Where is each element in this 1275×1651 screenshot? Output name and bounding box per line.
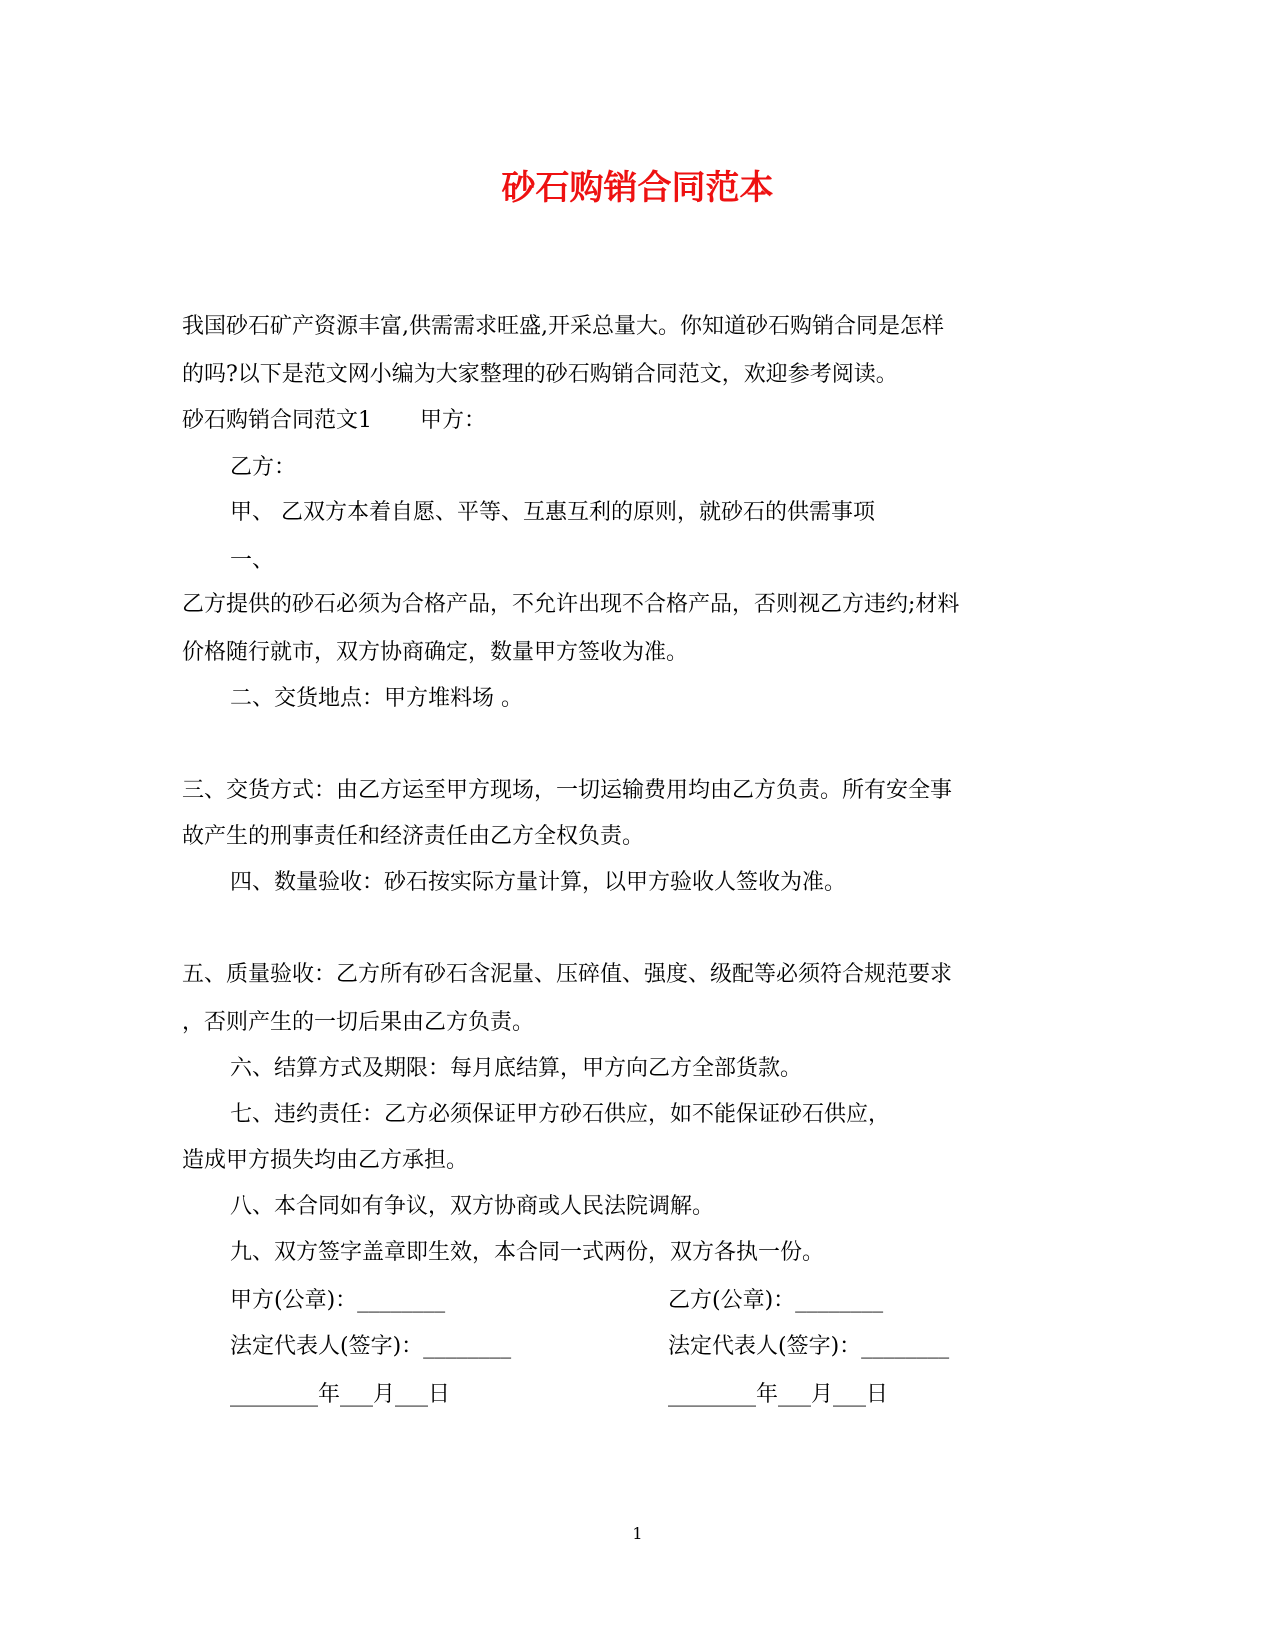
party-b-date-line: ________年___月___日 <box>668 1382 889 1407</box>
party-b-seal-line: 乙方(公章)：________ <box>668 1288 884 1313</box>
party-b-representative-line: 法定代表人(签字)：________ <box>668 1334 950 1359</box>
party-a-seal-line: 甲方(公章)：________ <box>230 1288 446 1313</box>
party-a-representative-line: 法定代表人(签字)：________ <box>230 1334 512 1359</box>
party-b-label: 乙方： <box>230 455 297 480</box>
intro-line-1: 我国砂石矿产资源丰富,供需需求旺盛,开采总量大。你知道砂石购销合同是怎样 <box>182 314 944 339</box>
clause-7-line-1: 七、违约责任：乙方必须保证甲方砂石供应，如不能保证砂石供应， <box>230 1102 891 1127</box>
document-title: 砂石购销合同范本 <box>501 168 774 208</box>
clause-9: 九、双方签字盖章即生效，本合同一式两份，双方各执一份。 <box>230 1240 825 1265</box>
clause-1-line-1: 乙方提供的砂石必须为合格产品，不允许出现不合格产品，否则视乙方违约;材料 <box>182 592 960 617</box>
sample-heading-row <box>182 406 486 436</box>
clause-8: 八、本合同如有争议，双方协商或人民法院调解。 <box>230 1194 715 1219</box>
page-number: 1 <box>632 1524 643 1543</box>
clause-6: 六、结算方式及期限：每月底结算，甲方向乙方全部货款。 <box>230 1056 803 1081</box>
clause-3-line-1: 三、交货方式：由乙方运至甲方现场，一切运输费用均由乙方负责。所有安全事 <box>182 778 953 803</box>
clause-5-line-2: ，否则产生的一切后果由乙方负责。 <box>182 1010 535 1035</box>
preamble: 甲、 乙双方本着自愿、平等、互惠互利的原则，就砂石的供需事项 <box>230 500 875 525</box>
sample-heading: 砂石购销合同范文1 <box>182 408 372 433</box>
clause-7-line-2: 造成甲方损失均由乙方承担。 <box>182 1148 469 1173</box>
clause-3-line-2: 故产生的刑事责任和经济责任由乙方全权负责。 <box>182 824 645 849</box>
clause-5-line-1: 五、质量验收：乙方所有砂石含泥量、压碎值、强度、级配等必须符合规范要求 <box>182 962 953 987</box>
clause-2: 二、交货地点：甲方堆料场 。 <box>230 686 523 711</box>
clause-1-line-2: 价格随行就市，双方协商确定，数量甲方签收为准。 <box>182 640 689 665</box>
clause-4: 四、数量验收：砂石按实际方量计算，以甲方验收人签收为准。 <box>230 870 847 895</box>
intro-line-2: 的吗?以下是范文网小编为大家整理的砂石购销合同范文，欢迎参考阅读。 <box>182 362 898 387</box>
party-a-date-line: ________年___月___日 <box>230 1382 451 1407</box>
clause-1-number: 一、 <box>230 548 275 573</box>
party-a-label: 甲方： <box>420 408 487 433</box>
